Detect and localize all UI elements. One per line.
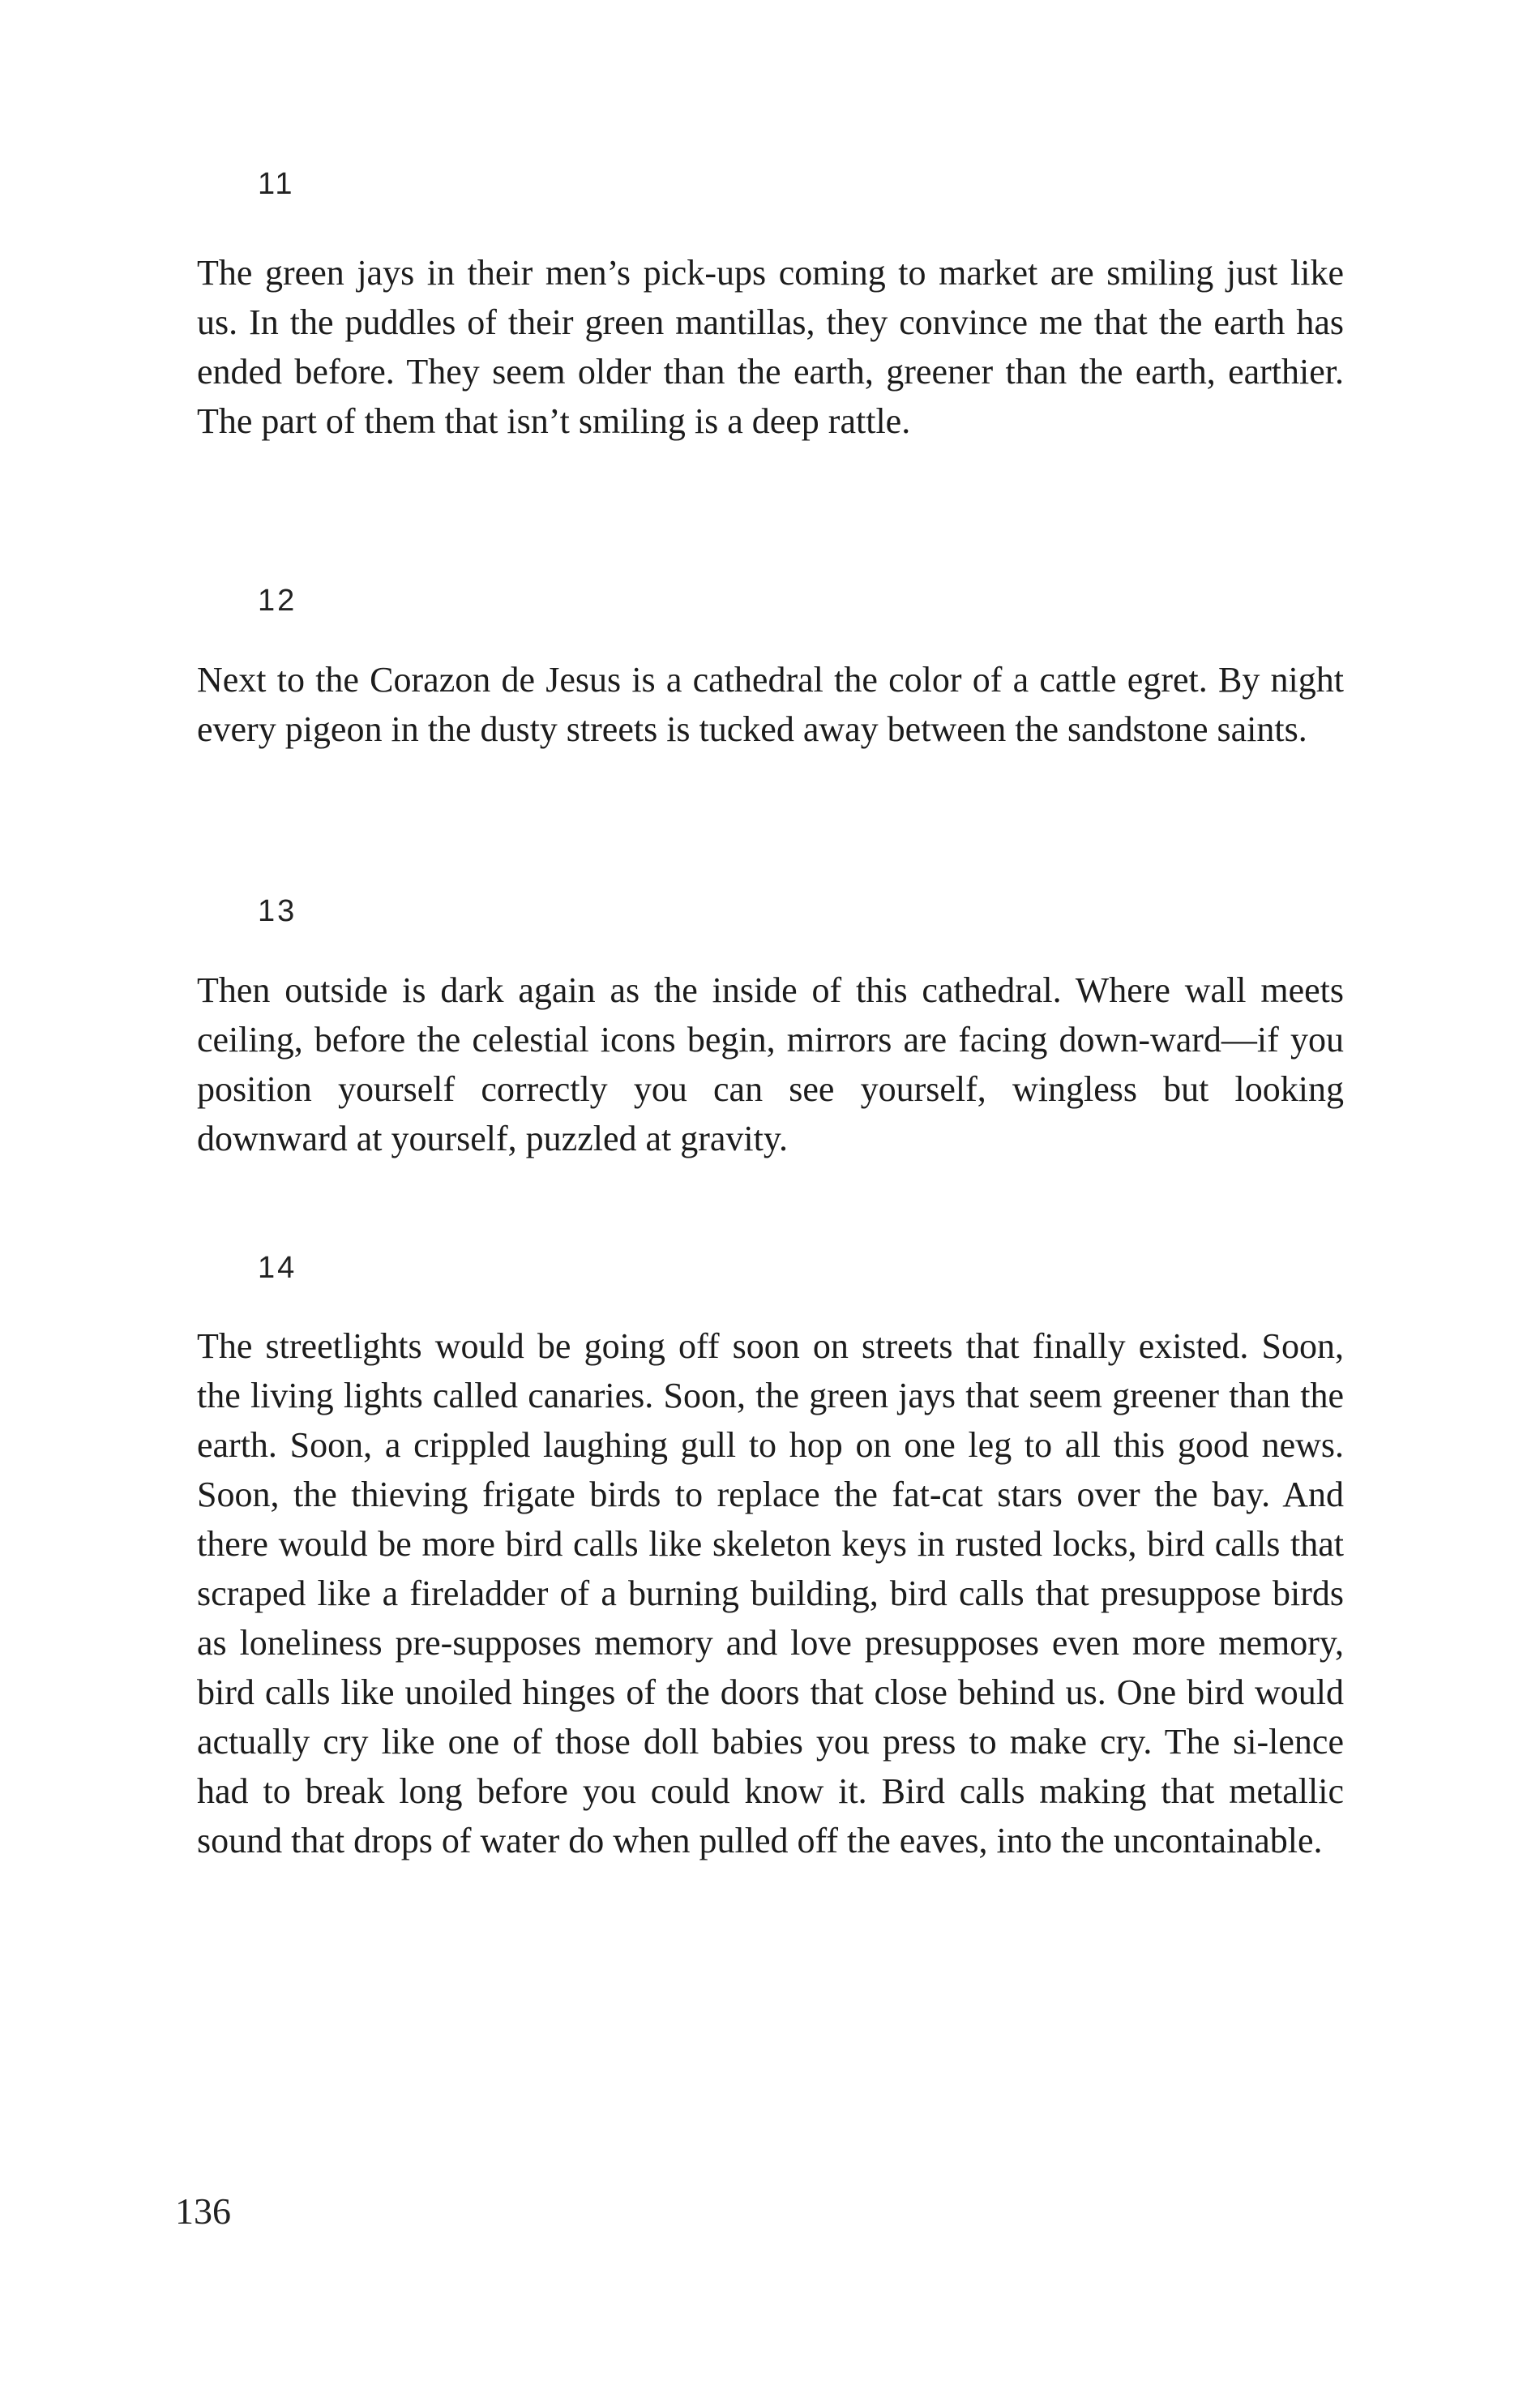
section-text: The green jays in their men’s pick-ups coming to market are smiling just like us. In the puddles of their green mantillas, they convince me that the earth has ended before. They seem older than the earth, greener than the earth, earthier. The part of them that isn’t smiling is a deep rattle. xyxy=(197,253,1344,441)
section-number: 12 xyxy=(258,584,297,618)
section-number: 11 xyxy=(258,167,295,201)
section-number: 13 xyxy=(258,894,297,928)
section-text: Next to the Corazon de Jesus is a cathedral the color of a cattle egret. By night every pigeon in the dusty streets is tucked away between the sandstone saints. xyxy=(197,660,1344,749)
section-text: Then outside is dark again as the inside of this cathedral. Where wall meets ceiling, before the celestial icons begin, mirrors are facing down-ward—if you position yourself correctly you can see yourself, wingless but looking downward at yourself, puzzled at gravity. xyxy=(197,970,1344,1158)
page-number: 136 xyxy=(175,2190,231,2232)
section-text: The streetlights would be going off soon on streets that finally existed. Soon, the living lights called canaries. Soon, the green jays that seem greener than the earth. Soon, a crippled laughing gull to hop on one leg to all this good news. Soon, the thieving frigate birds to replace the fat-cat stars over the bay. And there would be more bird calls like skeleton keys in rusted locks, bird calls that scraped like a fireladder of a burning building, bird calls that presuppose birds as loneliness pre-supposes memory and love presupposes even more memory, bird calls like unoiled hinges of the doors that close behind us. One bird would actually cry like one of those doll babies you press to make cry. The si-lence had to break long before you could know it. Bird calls making that metallic sound that drops of water do when pulled off the eaves, into the uncontainable. xyxy=(197,1326,1344,1860)
section-number: 14 xyxy=(258,1251,297,1285)
